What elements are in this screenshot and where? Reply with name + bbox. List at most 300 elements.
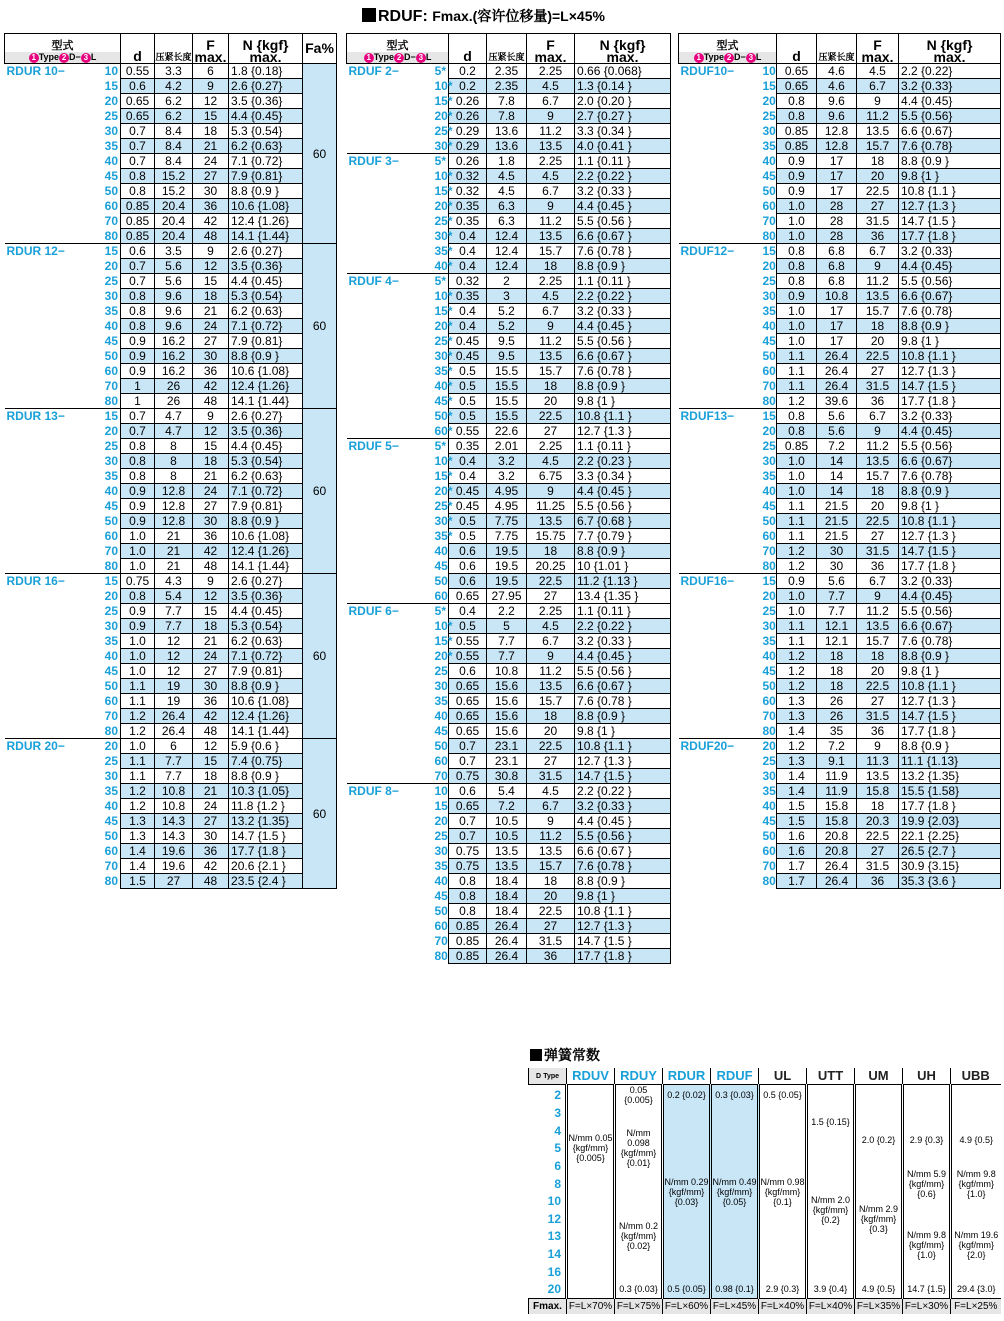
solid-length-value: 10.8 [155,784,193,799]
table-row [5,379,337,394]
solid-length-value: 4.3 [155,574,193,589]
corner-d-label: D [535,1073,541,1081]
n-max-value: 4.4 {0.45 } [575,199,671,214]
table-row [679,709,1001,724]
n-max-value: 5.5 {0.56 } [575,214,671,229]
model-name-empty [347,559,433,574]
solid-length-value: 13.5 [487,859,527,874]
f-max-value: 18 [193,124,229,139]
length-value: 40* [434,258,453,273]
n-max-value: 8.8 {0.9 } [575,379,671,394]
d-value: 0.32 [449,184,487,199]
n-max-value: 0.66 {0.068} [575,64,671,79]
badge-2-icon: 2 [724,53,734,63]
f-max-value: 9 [527,484,575,499]
table-row [5,694,337,709]
n-max-value: 9.8 {1 } [575,724,671,739]
solid-length-value: 10.5 [487,814,527,829]
f-max-value: 15 [193,274,229,289]
f-max-value: 15.7 [527,364,575,379]
solid-length-value: 22.6 [487,424,527,439]
table-row [679,769,1001,784]
f-max-value: 21 [193,139,229,154]
f-max-value: 48 [193,394,229,409]
table-row [5,109,337,124]
table-row [347,259,671,274]
n-max-value: 8.8 {0.9 } [899,739,1001,754]
model-name-empty [5,754,95,769]
n-max-value: 8.8 {0.9 } [229,349,303,364]
d-value: 0.55 [121,64,155,79]
table-row [679,424,1001,439]
f-max-value: 27 [527,424,575,439]
f-max-value: 36 [857,229,899,244]
f-max-value: 11.2 [857,604,899,619]
n-header-top: N {kgf} [599,37,646,53]
solid-length-value: 26.4 [487,949,527,964]
n-header [899,34,1001,64]
model-header [347,34,449,64]
model-name-empty [679,364,761,379]
spring-cell-empty [567,1084,615,1105]
model-header-bottom: 1 Type 2 D− 3 L [679,52,776,63]
n-max-value: 3.2 {0.33} [899,574,1001,589]
model-name: RDUR 16− [5,574,95,589]
model-name-empty [347,949,433,964]
model-name-empty [5,724,95,739]
length-value: 30 [95,124,121,139]
rduf-spec-table-small [346,33,671,964]
d-value: 0.8 [777,94,817,109]
n-max-value: 9.8 {1 } [575,394,671,409]
fa-value: 60 [303,409,337,574]
spring-cell-ul-mid: N/mm 0.98 {kgf/mm} {0.1} [759,1105,807,1281]
f-max-value: 2.25 [527,274,575,289]
solid-length-value: 12.1 [817,634,857,649]
d-value: 1.2 [777,739,817,754]
table-row [5,844,337,859]
model-name-empty [679,259,761,274]
f-max-value: 18 [857,649,899,664]
f-max-value: 2.25 [527,604,575,619]
length-value: 70 [762,544,776,558]
model-name-empty [347,904,433,919]
n-max-value: 13.2 {1.35} [899,769,1001,784]
model-name-empty [5,169,95,184]
d-value: 0.29 [449,139,487,154]
model-name-empty [347,469,433,484]
n-max-value: 10.8 {1.1 } [899,184,1001,199]
length-value: 40 [434,709,448,723]
d-header-text: d [463,48,472,64]
table-row [679,499,1001,514]
d-value: 0.32 [449,274,487,289]
d-value: 0.35 [449,199,487,214]
f-max-value: 9 [527,814,575,829]
rduf-section-title [362,6,605,26]
solid-length-value: 17 [817,319,857,334]
model-name-empty [679,784,761,799]
d-value: 1.3 [777,709,817,724]
spring-cell-rduf-top: 0.3 {0.03} [711,1084,759,1105]
solid-length-value: 18 [817,679,857,694]
d-value: 0.29 [449,124,487,139]
fmax-row [529,1298,1001,1314]
model-name-empty [5,229,95,244]
square-bullet-icon [362,8,376,22]
solid-length-header [487,34,527,64]
table-row [347,319,671,334]
length-value: 50 [434,574,448,588]
solid-length-value: 12.1 [817,619,857,634]
n-max-value: 2.6 {0.27} [229,244,303,259]
length-value: 25 [762,604,776,618]
table-row [679,784,1001,799]
solid-length-value: 8.4 [155,139,193,154]
n-max-value: 15.5 {1.58} [899,784,1001,799]
f-max-value: 13.5 [857,769,899,784]
length-value: 20* [434,484,453,498]
n-max-value: 12.4 {1.26} [229,214,303,229]
table-row [5,664,337,679]
f-max-value: 11.2 [857,109,899,124]
n-max-value: 4.4 {0.45} [229,604,303,619]
solid-length-value: 6 [155,739,193,754]
solid-length-value: 28 [817,229,857,244]
f-max-value: 22.5 [527,409,575,424]
table-row [679,874,1001,889]
d-value: 0.4 [449,469,487,484]
n-max-value: 7.9 {0.81} [229,334,303,349]
f-max-value: 9 [193,574,229,589]
f-max-value: 22.5 [527,574,575,589]
d-value: 0.4 [449,304,487,319]
solid-length-value: 26.4 [817,859,857,874]
d-value: 1.5 [777,814,817,829]
length-value: 80 [762,874,776,888]
table-row [5,154,337,169]
table-row [679,649,1001,664]
f-max-value: 12 [193,259,229,274]
spring-cell-ul-bottom: 2.9 {0.3} [759,1280,807,1298]
f-header-bottom: max. [861,49,894,65]
length-value: 20 [762,259,776,273]
f-max-value: 18 [857,799,899,814]
d-value: 0.4 [449,454,487,469]
model-name-empty [347,739,433,754]
length-value: 50 [95,349,121,364]
table-row [5,634,337,649]
f-max-value: 42 [193,379,229,394]
f-max-value: 42 [193,214,229,229]
length-value: 30 [95,619,121,634]
n-max-value: 12.7 {1.3 } [899,364,1001,379]
d-value: 0.7 [121,424,155,439]
length-value: 5* [433,439,449,454]
table-row [679,454,1001,469]
model-name-empty [347,544,433,559]
f-max-value: 22.5 [857,679,899,694]
model-name-empty [347,184,433,199]
fa-value: 60 [303,64,337,244]
length-value: 15 [95,79,121,94]
model-name-empty [347,589,433,604]
spring-title-text: 弹簧常数 [544,1047,600,1063]
f-max-value: 15 [193,439,229,454]
n-max-value: 7.6 {0.78 } [575,859,671,874]
length-value: 60 [95,529,121,544]
n-max-value: 9.8 {1 } [575,889,671,904]
solid-length-value: 28 [817,214,857,229]
d-value: 1.1 [777,634,817,649]
solid-length-value: 19.5 [487,574,527,589]
solid-length-value: 26 [817,694,857,709]
table-row [5,499,337,514]
length-value: 40 [762,484,776,498]
model-name-empty [5,499,95,514]
n-max-value: 2.2 {0.22 } [575,169,671,184]
solid-length-value: 10.8 [487,664,527,679]
solid-length-value: 19.5 [487,559,527,574]
table-row [347,589,671,604]
badge-1-icon: 1 [29,53,39,63]
solid-length-value: 19.6 [155,859,193,874]
d-value: 0.8 [777,259,817,274]
f-max-value: 21 [193,784,229,799]
solid-length-value: 4.95 [487,484,527,499]
n-max-value: 17.7 {1.8 } [575,949,671,964]
solid-length-value: 4.7 [155,424,193,439]
table-row [347,379,671,394]
d-value: 0.85 [777,139,817,154]
f-max-value: 20 [857,499,899,514]
n-max-value: 11.1 {1.13} [899,754,1001,769]
model-name-empty [347,319,433,334]
f-max-value: 27 [527,919,575,934]
length-value: 30 [762,769,776,783]
f-max-value: 18 [857,319,899,334]
n-max-value: 3.5 {0.36} [229,94,303,109]
n-max-value: 3.3 {0.34 } [575,124,671,139]
n-max-value: 10.8 {1.1 } [899,679,1001,694]
d-value: 0.65 [121,94,155,109]
model-name-empty [679,634,761,649]
d-value: 0.6 [449,574,487,589]
f-max-value: 18 [857,484,899,499]
length-value: 30 [762,454,776,468]
n-max-value: 7.7 {0.79 } [575,529,671,544]
table-row [679,274,1001,289]
d-value: 0.6 [449,544,487,559]
f-max-value: 27 [527,589,575,604]
n-max-value: 4.4 {0.45} [899,424,1001,439]
d-value: 1.2 [121,799,155,814]
f-max-value: 12 [193,589,229,604]
d-value: 1.6 [777,829,817,844]
solid-length-value: 19.5 [487,544,527,559]
solid-length-value: 4.7 [155,409,193,424]
table-row [347,139,671,154]
n-max-value: 3.3 {0.34 } [575,469,671,484]
model-name-empty [347,379,433,394]
n-max-value: 12.4 {1.26} [229,544,303,559]
table-row [5,679,337,694]
model-name-empty [5,424,95,439]
d-value: 0.8 [449,889,487,904]
table-row [347,499,671,514]
model-name-empty [347,619,433,634]
model-name-empty [5,559,95,574]
length-value: 20 [762,589,776,603]
model-name: RDUR 10− [5,64,95,79]
spring-cell-empty [855,1084,903,1122]
table-row [347,124,671,139]
n-max-value: 8.8 {0.9 } [229,679,303,694]
d-header-text: d [133,48,142,64]
d-header [449,34,487,64]
table-row [679,529,1001,544]
f-max-value: 9 [193,409,229,424]
n-max-value: 7.6 {0.78 } [575,244,671,259]
model-name-empty [679,859,761,874]
model-name-empty [5,814,95,829]
table-row [5,79,337,94]
model-name-empty [5,679,95,694]
f-max-value: 13.5 [527,139,575,154]
d-value: 0.9 [121,514,155,529]
length-value: 20 [762,94,776,108]
length-value: 80 [95,394,121,409]
d-header-text: d [792,48,801,64]
f-header-bottom: max. [534,49,567,65]
d-value: 0.65 [777,79,817,94]
solid-length-value: 12.8 [155,499,193,514]
solid-length-value: 20.4 [155,199,193,214]
n-max-value: 8.8 {0.9 } [229,184,303,199]
table-row [347,544,671,559]
solid-length-value: 11.9 [817,784,857,799]
n-max-value: 8.8 {0.9 } [899,319,1001,334]
f-max-value: 9 [857,424,899,439]
solid-length-value: 13.6 [487,124,527,139]
n-max-value: 10.8 {1.1 } [575,904,671,919]
model-name-empty [679,679,761,694]
table-row [5,259,337,274]
model-name-empty [5,454,95,469]
model-name-empty [679,709,761,724]
d-size-value: 6 [529,1157,567,1175]
f-header-top: F [873,37,882,53]
model-name: RDUF 4− [347,274,433,289]
n-header-top: N {kgf} [242,37,289,53]
table-row [5,139,337,154]
length-value: 80 [762,558,776,573]
model-name-empty [347,799,433,814]
length-value: 40 [762,319,776,333]
table-row [679,724,1001,739]
model-name-empty [347,139,433,154]
solid-length-value: 9.6 [155,289,193,304]
table-row [347,424,671,439]
n-max-value: 3.2 {0.33 } [575,304,671,319]
n-max-value: 8.8 {0.9 } [575,709,671,724]
solid-length-value: 39.6 [817,394,857,409]
fmax-value: F=L×40% [759,1298,807,1314]
f-max-value: 4.5 [527,169,575,184]
model-name-empty [679,589,761,604]
model-name-empty [679,454,761,469]
length-value: 60 [434,919,448,933]
f-max-value: 20 [527,724,575,739]
spring-cell-rduy-bottom: 0.3 {0.03} [615,1280,663,1298]
f-max-value: 11.2 [527,829,575,844]
n-max-value: 6.6 {0.67} [899,124,1001,139]
n-max-value: 22.1 {2.25} [899,829,1001,844]
d-value: 1.0 [121,559,155,574]
f-max-value: 22.5 [527,739,575,754]
f-max-value: 15.7 [857,139,899,154]
f-max-value: 9 [857,589,899,604]
table-row [347,619,671,634]
model-header-top: 型式 [716,40,739,52]
n-max-value: 14.1 {1.44} [229,229,303,244]
solid-length-value: 21 [155,529,193,544]
length-value: 60 [95,844,121,859]
solid-length-value: 13.6 [487,139,527,154]
solid-length-value: 5.6 [817,574,857,589]
n-max-value: 7.6 {0.78} [899,469,1001,484]
length-value: 35 [95,139,121,154]
table-row [679,619,1001,634]
solid-length-value: 15.2 [155,169,193,184]
n-max-value: 2.2 {0.22 } [575,784,671,799]
table-row [347,289,671,304]
length-value: 50 [762,349,776,363]
length-value: 10 [434,784,448,799]
n-max-value: 5.5 {0.56} [899,439,1001,454]
model-name-empty [679,424,761,439]
table-row [679,79,1001,94]
length-value: 45 [434,724,448,738]
model-header [5,34,121,64]
f-max-value: 6.7 [857,79,899,94]
table-row [347,604,671,619]
model-name-empty [347,514,433,529]
f-max-value: 27 [193,814,229,829]
length-value: 35 [762,469,776,483]
solid-length-value: 2.01 [487,439,527,454]
length-value: 70 [434,934,448,948]
f-max-value: 36 [193,364,229,379]
f-max-value: 15 [193,604,229,619]
length-value: 25 [95,604,121,619]
length-value: 70 [95,859,121,874]
length-value: 25 [95,439,121,454]
f-max-value: 13.5 [527,229,575,244]
solid-length-value: 18.4 [487,889,527,904]
model-name-empty [679,829,761,844]
d-value: 1.1 [777,499,817,514]
n-max-value: 14.7 {1.5 } [899,379,1001,394]
table-row [347,199,671,214]
model-name-empty [679,394,761,409]
f-max-value: 6.7 [857,409,899,424]
table-row [5,784,337,799]
table-row [679,169,1001,184]
model-name-empty [5,604,95,619]
table-row [5,229,337,244]
badge-3-icon: 3 [81,53,91,63]
